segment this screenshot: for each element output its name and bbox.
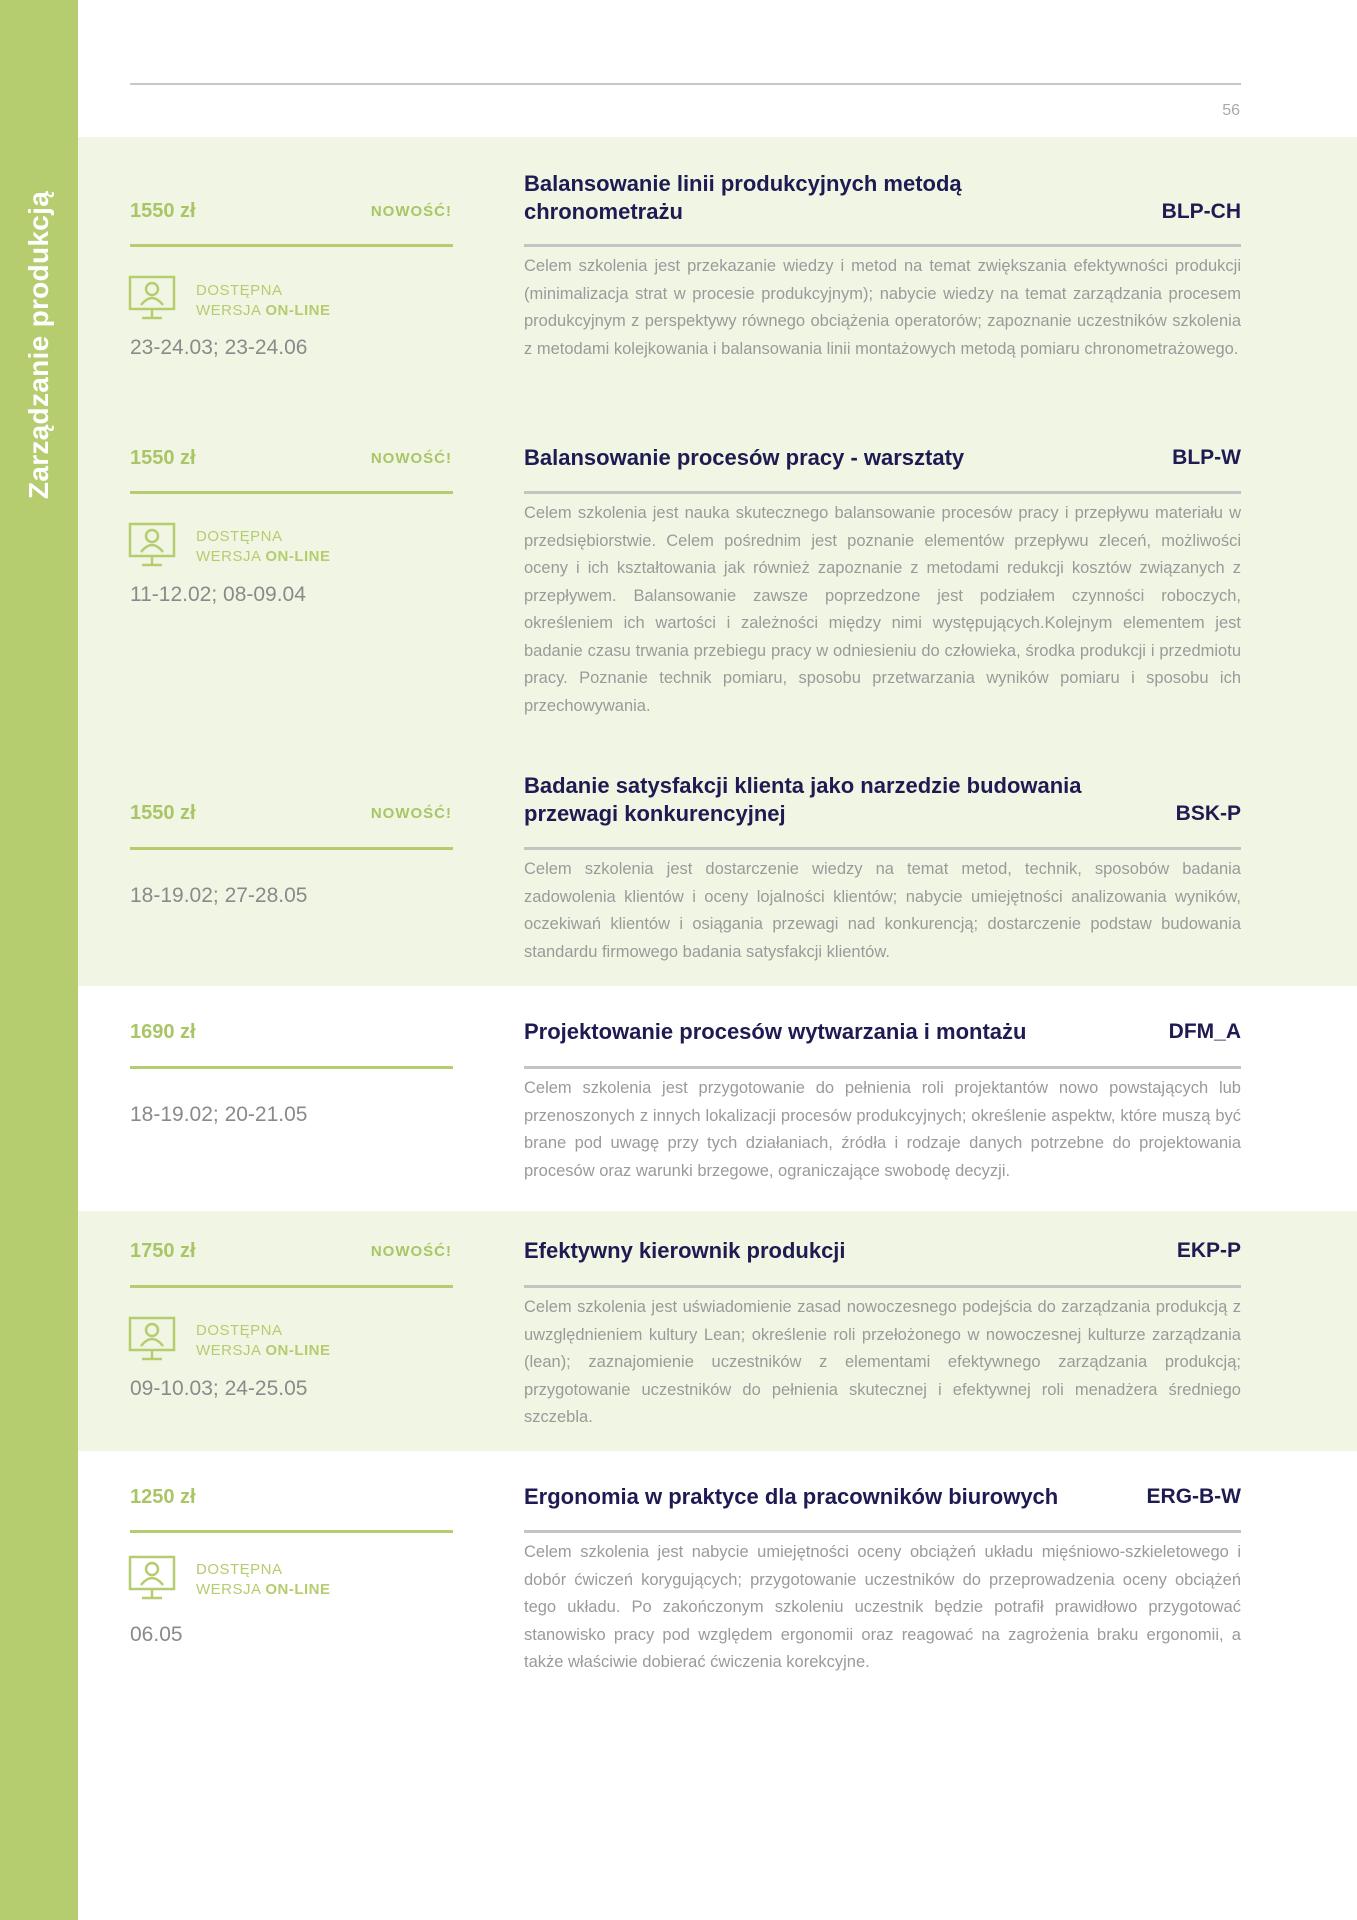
title-divider (524, 1066, 1241, 1069)
course-dates: 18-19.02; 27-28.05 (130, 884, 308, 907)
title-divider (524, 1285, 1241, 1288)
course-price: 1750 zł (130, 1240, 196, 1262)
online-training-icon (128, 1316, 176, 1362)
course-title: Ergonomia w praktyce dla pracowników biurowych (524, 1484, 1059, 1509)
online-availability-label: DOSTĘPNA WERSJA ON-LINE (196, 282, 331, 319)
course-code: BLP-CH (1161, 200, 1241, 223)
online-availability-label: DOSTĘPNA WERSJA ON-LINE (196, 1322, 331, 1359)
course-price: 1250 zł (130, 1486, 196, 1508)
course-dates: 06.05 (130, 1623, 183, 1646)
course-price: 1550 zł (130, 802, 196, 824)
price-divider (130, 847, 453, 850)
course-dates: 18-19.02; 20-21.05 (130, 1103, 308, 1126)
course-description: Celem szkolenia jest nabycie umiejętności oceny obciążeń układu mięśniowo-szkieletowego i dobór ćwiczeń korygujących; przygotowanie uczestników do przeprowadzenia oceny obciążeń tego układu. Po zakończonym szkoleniu uczestnik będzie potrafił prawidłowo przygotować stanowisko pracy pod względem ergonomii oraz reagować na zagrożenia braku ergonomii, a także właściwie dobierać ćwiczenia korekcyjne. (524, 1543, 1241, 1671)
course-title: Efektywny kierownik produkcji (524, 1238, 846, 1263)
top-divider (130, 83, 1241, 85)
course-dates: 23-24.03; 23-24.06 (130, 336, 308, 359)
new-badge: NOWOŚĆ! (370, 203, 452, 220)
price-divider (130, 244, 453, 247)
online-availability-label: DOSTĘPNA WERSJA ON-LINE (196, 1561, 331, 1598)
online-training-icon (128, 1555, 176, 1601)
title-divider (524, 1530, 1241, 1533)
price-divider (130, 491, 453, 494)
course-description: Celem szkolenia jest nauka skutecznego balansowanie procesów pracy i przepływu materiału w przedsiębiorstwie. Celem pośrednim jest poznanie elementów przepływu zleceń, możliwości oceny i ich kształtowania jak również zapoznanie z metodami redukcji kosztów związanych z przepływem. Balansowanie zawsze poprzedzone jest podziałem czynności roboczych, określeniem ich wartości i zależności między nimi występujących.Kolejnym elementem jest badanie czasu trwania przebiegu pracy w odniesieniu do człowieka, środka produkcji i przedmiotu pracy. Poznanie technik pomiaru, sposobu przetwarzania wyników pomiaru i sposobu ich przechowywania. (524, 504, 1241, 715)
section-title: Zarządzanie produkcją (23, 190, 54, 500)
page-number: 56 (1222, 102, 1240, 119)
title-divider (524, 847, 1241, 850)
new-badge: NOWOŚĆ! (370, 450, 452, 467)
course-title: Badanie satysfakcji klienta jako narzedzie budowania przewagi konkurencyjnej (524, 773, 1082, 826)
title-divider (524, 491, 1241, 494)
course-code: DFM_A (1168, 1020, 1241, 1043)
course-code: EKP-P (1176, 1239, 1241, 1262)
course-code: BLP-W (1172, 446, 1241, 469)
online-training-icon (128, 275, 176, 321)
online-availability-label: DOSTĘPNA WERSJA ON-LINE (196, 528, 331, 565)
sidebar (0, 0, 78, 1920)
new-badge: NOWOŚĆ! (370, 805, 452, 822)
online-training-icon (128, 522, 176, 568)
course-title: Projektowanie procesów wytwarzania i montażu (524, 1019, 1027, 1044)
course-description: Celem szkolenia jest przygotowanie do pełnienia roli projektantów nowo powstających lub przenoszonych z innych lokalizacji procesów produkcyjnych; określenie aspektw, które muszą być brane pod uwagę przy tych działaniach, źródła i rodzaje danych potrzebne do projektowania procesów oraz warunki brzegowe, ograniczające swobodę decyzji. (524, 1079, 1241, 1180)
title-divider (524, 244, 1241, 247)
course-description: Celem szkolenia jest przekazanie wiedzy i metod na temat zwiększania efektywności produkcji (minimalizacja strat w procesie produkcyjnym); nabycie wiedzy na temat zarządzania procesem produkcyjnym z perspektywy równego obciążenia operatorów; zapoznanie uczestników szkolenia z metodami kolejkowania i balansowania linii montażowych metodą pomiaru chronometrażowego. (524, 257, 1241, 358)
new-badge: NOWOŚĆ! (370, 1243, 452, 1260)
course-title: Balansowanie procesów pracy - warsztaty (524, 445, 965, 470)
price-divider (130, 1285, 453, 1288)
course-code: ERG-B-W (1146, 1485, 1241, 1508)
price-divider (130, 1066, 453, 1069)
course-title: Balansowanie linii produkcyjnych metodą chronometrażu (524, 171, 962, 224)
course-description: Celem szkolenia jest dostarczenie wiedzy na temat metod, technik, sposobów badania zadowolenia klientów i oceny lojalności klientów; nabycie umiejętności analizowania wyników, oczekiwań klientów i osiągania przewagi nad konkurencją; dostarczenie podstaw budowania standardu firmowego badania satysfakcji klientów. (524, 860, 1241, 961)
price-divider (130, 1530, 453, 1533)
course-price: 1690 zł (130, 1021, 196, 1043)
course-price: 1550 zł (130, 200, 196, 222)
course-code: BSK-P (1175, 802, 1241, 825)
course-description: Celem szkolenia jest uświadomienie zasad nowoczesnego podejścia do zarządzania produkcją z uwzględnieniem kultury Lean; określenie roli przełożonego w nowoczesnej kulturze zarządzania (lean); zaznajomienie uczestników z elementami efektywnego zarządzania produkcją; przygotowanie uczestników do pełnienia skutecznej i efektywnej roli menadżera średniego szczebla. (524, 1298, 1241, 1426)
course-dates: 11-12.02; 08-09.04 (130, 583, 306, 606)
course-dates: 09-10.03; 24-25.05 (130, 1377, 308, 1400)
course-price: 1550 zł (130, 447, 196, 469)
